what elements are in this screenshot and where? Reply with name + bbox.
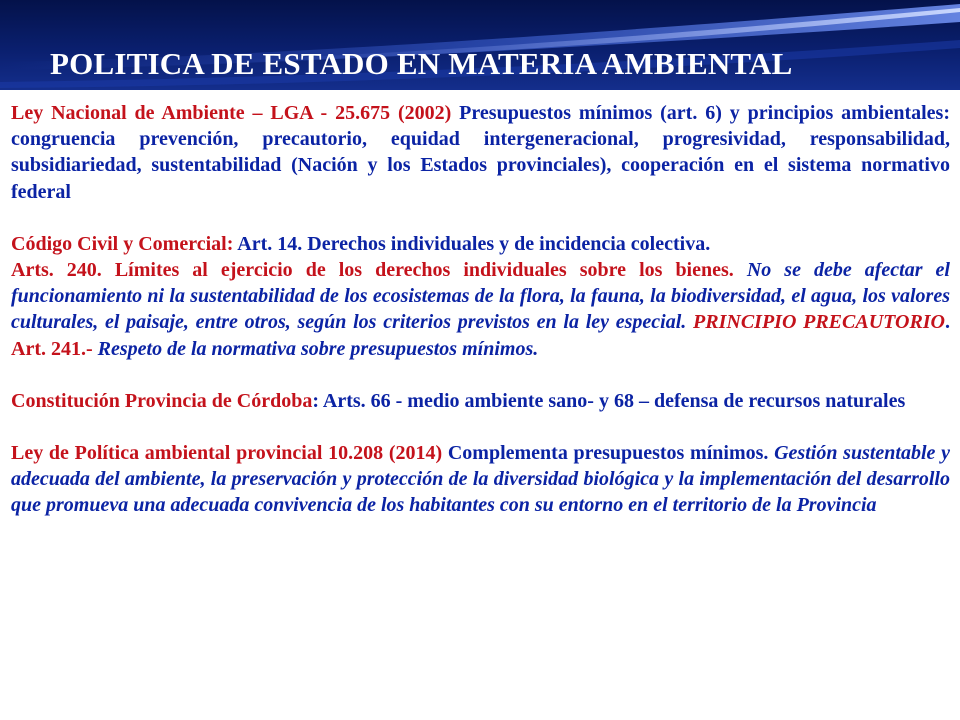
ccc-separator: . bbox=[945, 311, 951, 334]
slide-body bbox=[11, 100, 950, 519]
cpc-name: Constitución Provincia de Córdoba bbox=[11, 389, 313, 412]
lga-law-name: Ley Nacional de Ambiente – LGA - 25.675 (2002) bbox=[11, 102, 460, 124]
cpc-articles: : Arts. 66 - medio ambiente sano- y 68 – defensa de recursos naturales bbox=[312, 389, 906, 412]
precautionary-principle: PRINCIPIO PRECAUTORIO bbox=[693, 311, 946, 334]
paragraph-spacer bbox=[11, 414, 950, 440]
lpa-complement: Complementa presupuestos mínimos. bbox=[447, 442, 775, 465]
paragraph-ccc-art240 bbox=[11, 257, 950, 362]
lga-principles: Presupuestos mínimos (art. 6) y principios ambientales: congruencia prevención, precautorio, equidad intergeneracional, progresividad, responsabilidad, subsidiariedad, sustentabilidad (Nación y los Estados provinciales), cooperación en el sistema normativo federal bbox=[11, 102, 950, 203]
lpa-description: Gestión sustentable y adecuada del ambiente, la preservación y protección de la diversidad biológica y la implementación del desarrollo que promueva una adecuada convivencia de los habitantes con su entorno en el territorio de la Provincia bbox=[11, 442, 950, 517]
lpa-law-name: Ley de Política ambiental provincial 10.208 (2014) bbox=[11, 442, 448, 465]
ccc-art240-heading: Arts. 240. Límites al ejercicio de los derechos individuales sobre los bienes. bbox=[11, 259, 747, 282]
ccc-art14: Art. 14. Derechos individuales y de incidencia colectiva. bbox=[237, 232, 711, 255]
ccc-art241-text: Respeto de la normativa sobre presupuestos mínimos. bbox=[97, 337, 539, 360]
paragraph-cpc bbox=[11, 388, 950, 414]
paragraph-lpa bbox=[11, 440, 950, 519]
paragraph-spacer bbox=[11, 205, 950, 231]
slide-header bbox=[0, 0, 960, 90]
ccc-art240-text: No se debe afectar el funcionamiento ni la sustentabilidad de los ecosistemas de la flora, la fauna, la biodiversidad, el agua, los valores culturales, el paisaje, entre otros, según los criterios previstos en la ley especial. bbox=[11, 259, 950, 334]
paragraph-lga bbox=[11, 100, 950, 205]
slide-title: POLITICA DE ESTADO EN MATERIA AMBIENTAL bbox=[50, 46, 793, 81]
paragraph-spacer bbox=[11, 362, 950, 388]
paragraph-ccc-art14 bbox=[11, 231, 950, 257]
ccc-art241-heading: Art. 241.- bbox=[11, 337, 98, 360]
ccc-code-name: Código Civil y Comercial: bbox=[11, 232, 238, 255]
